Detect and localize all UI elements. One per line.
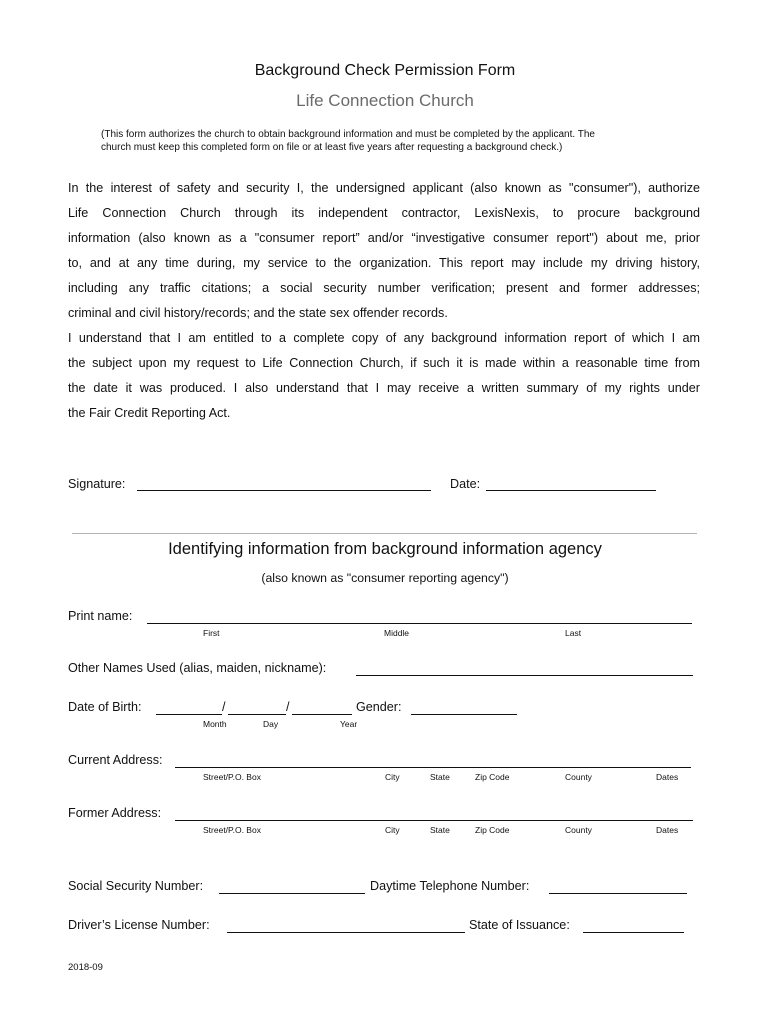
address-hint-dates: Dates bbox=[656, 825, 679, 835]
rights-line: the Fair Credit Reporting Act. bbox=[68, 406, 231, 420]
form-note bbox=[101, 128, 681, 154]
address-hint-city: City bbox=[385, 772, 400, 782]
consent-line: Life Connection Church through its independent contractor, LexisNexis, to procure background bbox=[68, 206, 700, 220]
address-hint-zip: Zip Code bbox=[475, 772, 510, 782]
address-hint-state: State bbox=[430, 825, 450, 835]
consent-line: In the interest of safety and security I, the undersigned applicant (also known as "consumer"), authorize bbox=[68, 181, 700, 195]
consent-line: criminal and civil history/records; and the state sex offender records. bbox=[68, 306, 448, 320]
address-hint-street: Street/P.O. Box bbox=[203, 825, 261, 835]
form-note-line: church must keep this completed form on file or at least five years after requesting a background check.) bbox=[101, 142, 563, 153]
former-address-label: Former Address: bbox=[68, 806, 162, 820]
signature-field[interactable] bbox=[137, 490, 431, 491]
consent-paragraph bbox=[68, 176, 700, 426]
form-title: Background Check Permission Form bbox=[254, 62, 516, 79]
name-hint-middle: Middle bbox=[384, 628, 410, 638]
date-label: Date: bbox=[450, 477, 481, 491]
dob-hint-month: Month bbox=[203, 719, 227, 729]
license-field[interactable] bbox=[227, 932, 465, 933]
current-address-label: Current Address: bbox=[68, 753, 163, 767]
current-address-field[interactable] bbox=[175, 767, 691, 768]
print-name-field[interactable] bbox=[147, 623, 692, 624]
consent-line: information (also known as a "consumer report” and/or “investigative consumer report") about me, prior bbox=[68, 231, 700, 245]
address-hint-county: County bbox=[565, 825, 592, 835]
issuance-field[interactable] bbox=[583, 932, 684, 933]
other-names-field[interactable] bbox=[356, 675, 693, 676]
rights-line: the subject upon my request to Life Connection Church, if such it is made within a reasonable time from bbox=[68, 356, 700, 370]
form-version: 2018-09 bbox=[68, 962, 103, 973]
former-address-field[interactable] bbox=[175, 820, 693, 821]
dob-month-field[interactable] bbox=[156, 714, 222, 715]
signature-label: Signature: bbox=[68, 477, 126, 491]
print-name-label: Print name: bbox=[68, 609, 133, 623]
phone-field[interactable] bbox=[549, 893, 687, 894]
address-hint-state: State bbox=[430, 772, 450, 782]
section-divider bbox=[72, 533, 697, 534]
organization-name: Life Connection Church bbox=[296, 91, 474, 110]
ssn-field[interactable] bbox=[219, 893, 365, 894]
dob-hint-year: Year bbox=[340, 719, 358, 729]
date-field[interactable] bbox=[486, 490, 656, 491]
address-hint-city: City bbox=[385, 825, 400, 835]
issuance-label: State of Issuance: bbox=[469, 918, 570, 932]
address-hint-zip: Zip Code bbox=[475, 825, 510, 835]
other-names-label: Other Names Used (alias, maiden, nickname): bbox=[68, 661, 327, 675]
license-label: Driver’s License Number: bbox=[68, 918, 210, 932]
phone-label: Daytime Telephone Number: bbox=[370, 879, 530, 893]
dob-separator: / bbox=[286, 700, 290, 714]
identification-subtitle: (also known as "consumer reporting agency") bbox=[261, 571, 509, 585]
rights-line: I understand that I am entitled to a complete copy of any background information report of which I am bbox=[68, 331, 700, 345]
dob-label: Date of Birth: bbox=[68, 700, 142, 714]
dob-day-field[interactable] bbox=[228, 714, 286, 715]
address-hint-dates: Dates bbox=[656, 772, 679, 782]
address-hint-county: County bbox=[565, 772, 592, 782]
consent-line: including any traffic citations; a social security number verification; present and former addresses; bbox=[68, 281, 700, 295]
name-hint-first: First bbox=[203, 628, 220, 638]
dob-separator: / bbox=[222, 700, 226, 714]
form-note-line: (This form authorizes the church to obtain background information and must be completed by the applicant. The bbox=[101, 129, 595, 140]
dob-hint-day: Day bbox=[263, 719, 279, 729]
rights-line: the date it was produced. I also understand that I may receive a written summary of my rights under bbox=[68, 381, 700, 395]
dob-year-field[interactable] bbox=[292, 714, 352, 715]
gender-field[interactable] bbox=[411, 714, 517, 715]
name-hint-last: Last bbox=[565, 628, 582, 638]
consent-line: to, and at any time during, my service to the organization. This report may include my driving history, bbox=[68, 256, 700, 270]
identification-title: Identifying information from background information agency bbox=[168, 540, 602, 558]
gender-label: Gender: bbox=[356, 700, 402, 714]
ssn-label: Social Security Number: bbox=[68, 879, 204, 893]
address-hint-street: Street/P.O. Box bbox=[203, 772, 261, 782]
